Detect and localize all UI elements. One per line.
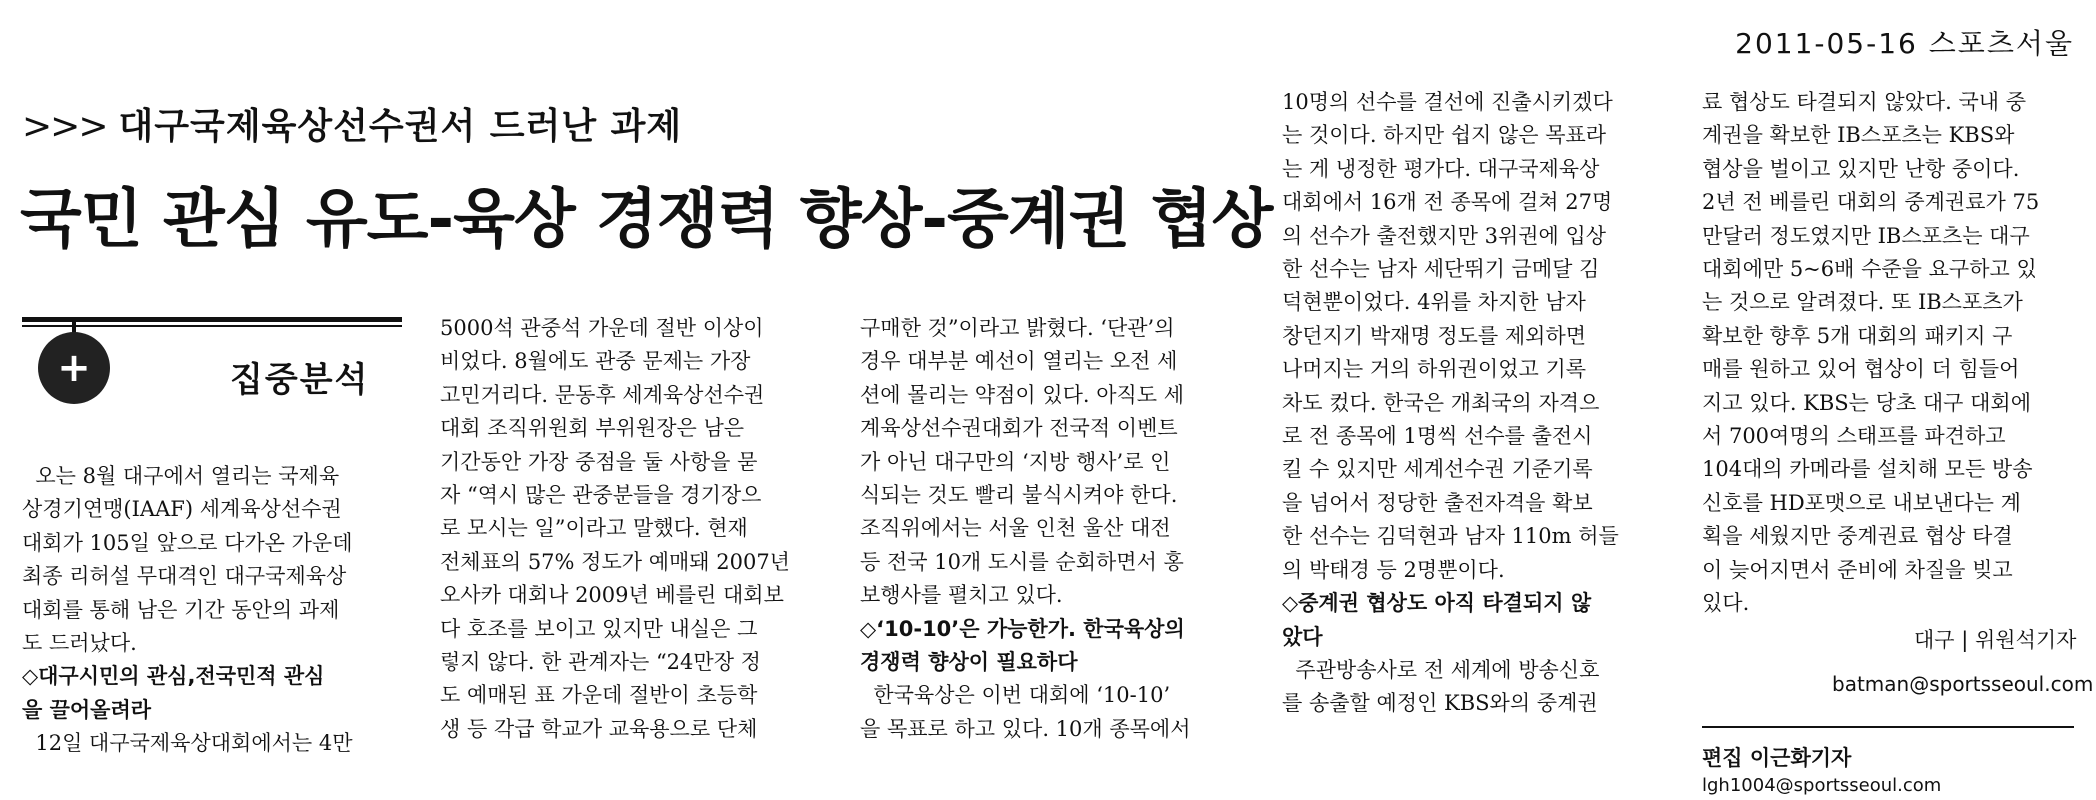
text-line: 로 전 종목에 1명씩 선수를 출전시 (1282, 424, 1593, 449)
plus-badge-icon: + (38, 332, 110, 404)
text-line: 주관방송사로 전 세계에 방송신호 (1282, 657, 1600, 682)
text-line: 12일 대구국제육상대회에서는 4만 (22, 731, 353, 756)
article-column-4 (1282, 86, 1652, 721)
text-line: 의 박태경 등 2명뿐이다. (1282, 557, 1505, 582)
text-line: 서 700여명의 스태프를 파견하고 (1702, 424, 2006, 449)
subhead-line: ◇중계권 협상도 아직 타결되지 않 (1282, 591, 1592, 616)
text-line: 상경기연맹(IAAF) 세계육상선수권 (22, 497, 342, 522)
text-line: 비었다. 8월에도 관중 문제는 가장 (440, 349, 751, 374)
article-column-3 (860, 312, 1230, 746)
text-line: 매를 원하고 있어 협상이 더 힘들어 (1702, 357, 2020, 382)
text-line: 를 송출할 예정인 KBS와의 중계권 (1282, 691, 1598, 716)
text-line: 대회에만 5~6배 수준을 요구하고 있 (1702, 257, 2037, 282)
text-line: 의 선수가 출전했지만 3위권에 입상 (1282, 223, 1607, 248)
text-line: 는 게 냉정한 평가다. 대구국제육상 (1282, 156, 1600, 181)
text-line: 계육상선수권대회가 전국적 이벤트 (860, 416, 1178, 441)
editor-email: lgh1004@sportsseoul.com (1702, 775, 1942, 796)
section-rule-thin (22, 325, 402, 327)
text-line: 가 아닌 대구만의 ‘지방 행사’로 인 (860, 449, 1171, 474)
text-line: 2년 전 베를린 대회의 중계권료가 75 (1702, 190, 2040, 215)
text-line: 협상을 벌이고 있지만 난항 중이다. (1702, 156, 2020, 181)
subhead-line: 경쟁력 향상이 필요하다 (860, 650, 1078, 675)
text-line: 창던지기 박재명 정도를 제외하면 (1282, 323, 1587, 348)
text-line: 한국육상은 이번 대회에 ‘10-10’ (860, 683, 1171, 708)
text-line: 104대의 카메라를 설치해 모든 방송 (1702, 457, 2033, 482)
text-line: 한 선수는 남자 세단뛰기 금메달 김 (1282, 257, 1600, 282)
text-line: 자 “역시 많은 관중분들을 경기장으 (440, 483, 762, 508)
text-line: 대회를 통해 남은 기간 동안의 과제 (22, 597, 340, 622)
text-line: 고민거리다. 문동후 세계육상선수권 (440, 382, 765, 407)
text-line: 킬 수 있지만 세계선수권 기준기록 (1282, 457, 1593, 482)
byline: 대구 | 위원석기자 (1914, 628, 2077, 652)
text-line: 는 것으로 알려졌다. 또 IB스포츠가 (1702, 290, 2023, 315)
text-line: 차도 컸다. 한국은 개최국의 자격으 (1282, 390, 1600, 415)
text-line: 최종 리허설 무대격인 대구국제육상 (22, 564, 347, 589)
text-line: 도 예매된 표 가운데 절반이 초등학 (440, 683, 758, 708)
text-line: 션에 몰리는 약점이 있다. 아직도 세 (860, 382, 1185, 407)
reporter-email: batman@sportsseoul.com (1832, 672, 2094, 696)
text-line: 있다. (1702, 591, 1750, 616)
text-line: 대회가 105일 앞으로 다가온 가운데 (22, 530, 353, 555)
text-line: 획을 세웠지만 중계권료 협상 타결 (1702, 524, 2013, 549)
text-line: 대회 조직위원회 부위원장은 남은 (440, 416, 745, 441)
editor-label: 편집 이근화기자 (1702, 746, 1852, 770)
text-line: 등 전국 10개 도시를 순회하면서 홍 (860, 549, 1184, 574)
text-line: 지고 있다. KBS는 당초 대구 대회에 (1702, 390, 2031, 415)
text-line: 로 모시는 일”이라고 말했다. 현재 (440, 516, 748, 541)
text-line: 이 늦어지면서 준비에 차질을 빚고 (1702, 557, 2013, 582)
subhead-line: ◇대구시민의 관심,전국민적 관심 (22, 664, 325, 689)
text-line: 오는 8월 대구에서 열리는 국제육 (22, 464, 340, 488)
text-line: 한 선수는 김덕현과 남자 110m 허들 (1282, 524, 1619, 549)
subhead-line: 았다 (1282, 624, 1323, 649)
dateline: 2011-05-16 스포츠서울 (1735, 27, 2074, 60)
section-rule (22, 317, 402, 322)
text-line: 렇지 않다. 한 관계자는 “24만장 정 (440, 650, 761, 675)
text-line: 신호를 HD포맷으로 내보낸다는 계 (1702, 490, 2021, 515)
text-line: 대회에서 16개 전 종목에 걸쳐 27명 (1282, 190, 1613, 215)
text-line: 조직위에서는 서울 인천 울산 대전 (860, 516, 1171, 541)
text-line: 을 목표로 하고 있다. 10개 종목에서 (860, 716, 1191, 741)
kicker (22, 98, 682, 149)
text-line: 확보한 향후 5개 대회의 패키지 구 (1702, 323, 2013, 348)
text-line: 보행사를 펼치고 있다. (860, 583, 1063, 608)
kicker-arrows: >>> (22, 106, 107, 147)
text-line: 덕현뿐이었다. 4위를 차지한 남자 (1282, 290, 1586, 315)
article-column-1 (22, 460, 392, 761)
subhead-line: ◇‘10-10’은 가능한가. 한국육상의 (860, 616, 1185, 641)
text-line: 오사카 대회나 2009년 베를린 대회보 (440, 583, 784, 608)
text-line: 경우 대부분 예선이 열리는 오전 세 (860, 349, 1178, 374)
headline: 국민 관심 유도-육상 경쟁력 향상-중계권 협상 (20, 183, 1273, 257)
text-line: 도 드러났다. (22, 631, 137, 656)
text-line: 료 협상도 타결되지 않았다. 국내 중 (1702, 90, 2027, 114)
text-line: 는 것이다. 하지만 쉽지 않은 목표라 (1282, 123, 1607, 148)
text-line: 나머지는 거의 하위권이었고 기록 (1282, 357, 1587, 382)
text-line: 만달러 정도였지만 IB스포츠는 대구 (1702, 223, 2030, 248)
text-line: 전체표의 57% 정도가 예매돼 2007년 (440, 549, 790, 574)
kicker-text: 대구국제육상선수권서 드러난 과제 (118, 106, 683, 147)
text-line: 계권을 확보한 IB스포츠는 KBS와 (1702, 123, 2015, 148)
text-line: 식되는 것도 빨리 불식시켜야 한다. (860, 483, 1178, 508)
subhead-line: 을 끌어올려라 (22, 697, 152, 722)
editor-credit (1702, 742, 2096, 796)
text-line: 을 넘어서 정당한 출전자격을 확보 (1282, 490, 1593, 515)
section-tag: 집중분석 (230, 360, 370, 400)
text-line: 기간동안 가장 중점을 둘 사항을 묻 (440, 449, 758, 474)
text-line: 다 호조를 보이고 있지만 내실은 그 (440, 616, 758, 641)
article-column-2 (440, 312, 810, 746)
article-column-5 (1702, 86, 2072, 621)
editor-rule (1702, 726, 2074, 728)
text-line: 5000석 관중석 가운데 절반 이상이 (440, 316, 764, 340)
text-line: 생 등 각급 학교가 교육용으로 단체 (440, 716, 758, 741)
text-line: 구매한 것”이라고 밝혔다. ‘단관’의 (860, 316, 1175, 340)
text-line: 10명의 선수를 결선에 진출시키겠다 (1282, 90, 1613, 114)
